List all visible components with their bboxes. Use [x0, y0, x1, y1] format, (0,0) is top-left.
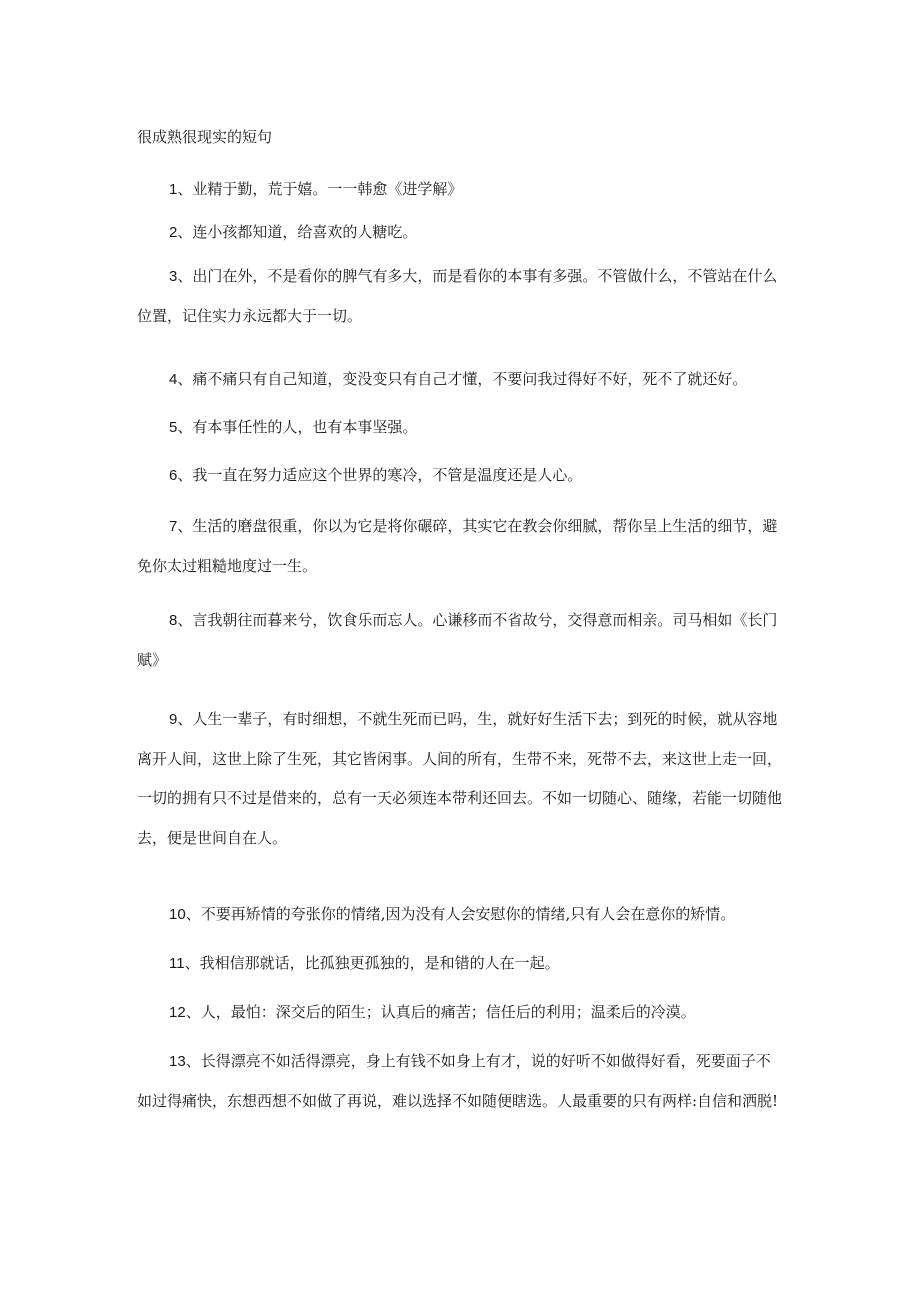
list-item-11	[137, 944, 785, 984]
list-item-4	[137, 360, 785, 400]
item-text: 、言我朝往而暮来兮，饮食乐而忘人。心谦移而不省故兮，交得意而相亲。司马相如《长门赋》	[137, 611, 778, 669]
item-text: 、我相信那就话，比孤独更孤独的，是和错的人在一起。	[184, 954, 560, 972]
item-text: 、痛不痛只有自己知道，变没变只有自己才懂，不要问我过得好不好，死不了就还好。	[177, 370, 748, 388]
item-text: 、连小孩都知道，给喜欢的人糖吃。	[177, 223, 418, 241]
item-number: 7	[169, 518, 178, 535]
list-item-8	[137, 601, 785, 680]
list-item-5	[137, 408, 785, 448]
list-item-10	[137, 895, 785, 935]
item-number: 8	[169, 612, 178, 629]
item-number: 12	[169, 1004, 186, 1021]
item-text: 、我一直在努力适应这个世界的寒冷，不管是温度还是人心。	[177, 466, 583, 484]
item-text: 、人，最怕：深交后的陌生；认真后的痛苦；信任后的利用；温柔后的冷漠。	[185, 1003, 696, 1021]
item-number: 4	[169, 371, 178, 388]
item-number: 6	[169, 467, 178, 484]
list-item-1	[137, 170, 785, 210]
item-number: 10	[169, 906, 186, 923]
item-text: 、生活的磨盘很重，你以为它是将你碾碎，其实它在教会你细腻，帮你呈上生活的细节，避免你太过粗糙地度过一生。	[137, 517, 778, 575]
item-number: 5	[169, 419, 178, 436]
item-text: 、有本事任性的人，也有本事坚强。	[177, 418, 418, 436]
list-item-6	[137, 456, 785, 496]
item-text: 、人生一辈子，有时细想，不就生死而已吗，生，就好好生活下去；到死的时候，就从容地离开人间，这世上除了生死，其它皆闲事。人间的所有，生带不来，死带不去，来这世上走一回，一切的拥有只不过是借来的，总有一天必须连本带利还回去。不如一切随心、随缘，若能一切随他去，便是世间自在人。	[137, 710, 783, 847]
item-number: 11	[169, 955, 185, 972]
item-number: 13	[169, 1053, 186, 1070]
document-title: 很成熟很现实的短句	[137, 128, 273, 146]
item-number: 2	[169, 224, 178, 241]
list-item-3	[137, 257, 785, 336]
item-text: 、业精于勤，荒于嬉。一一韩愈《进学解》	[177, 180, 463, 198]
item-text: 、长得漂亮不如活得漂亮，身上有钱不如身上有才，说的好听不如做得好看，死要面子不如过得痛快，东想西想不如做了再说，难以选择不如随便瞎选。人最重要的只有两样:自信和洒脱!	[137, 1052, 779, 1110]
list-item-2	[137, 213, 785, 253]
item-text: 、不要再矫情的夸张你的情绪,因为没有人会安慰你的情绪,只有人会在意你的矫情。	[185, 905, 736, 923]
list-item-13	[137, 1042, 785, 1121]
item-number: 9	[169, 711, 178, 728]
item-number: 3	[169, 268, 178, 285]
item-number: 1	[169, 181, 178, 198]
list-item-7	[137, 507, 785, 586]
list-item-12	[137, 993, 785, 1033]
item-text: 、出门在外，不是看你的脾气有多大，而是看你的本事有多强。不管做什么，不管站在什么位置，记住实力永远都大于一切。	[137, 267, 778, 325]
list-item-9	[137, 700, 785, 858]
